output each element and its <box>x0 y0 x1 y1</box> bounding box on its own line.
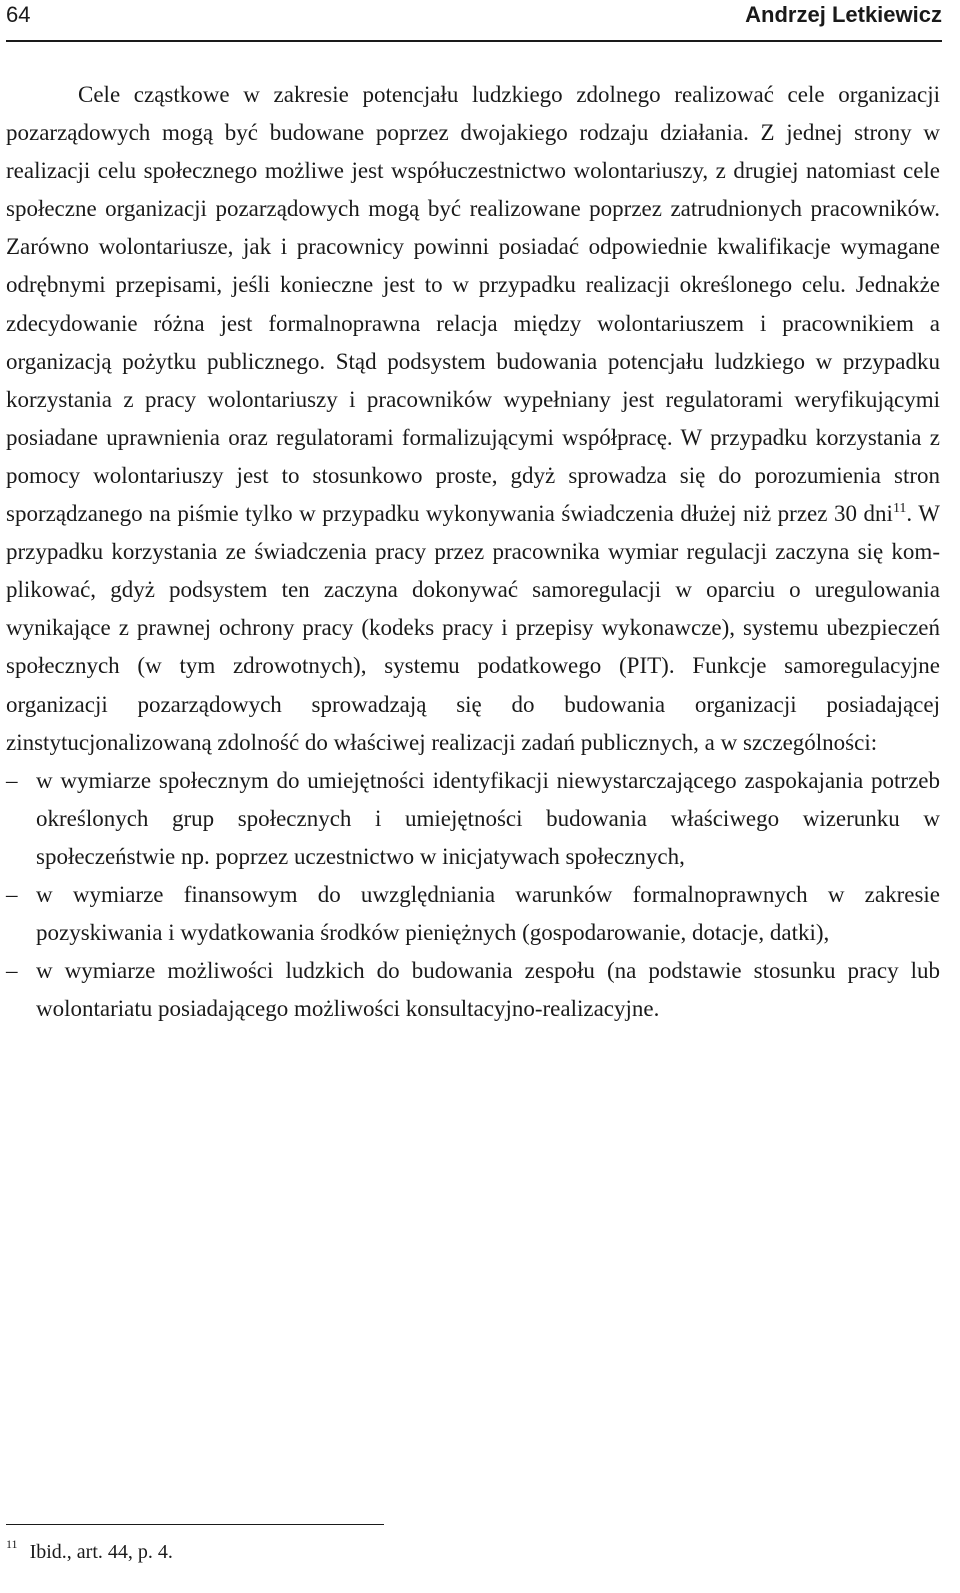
footnote <box>6 1531 606 1565</box>
footnote-reference: 11 <box>892 501 907 517</box>
footnote-number: 11 <box>6 1537 18 1551</box>
dash-bullet: – <box>6 958 18 984</box>
page-number: 64 <box>6 2 31 27</box>
main-text <box>6 76 940 1028</box>
list-item-text: w wymiarze społecznym do umiejętności identyfikacji niewystarczającego zaspokajania potrzeb określonych grup społecznych i umiejętności budowania właściwego wizerunku w społeczeństwie np. poprzez uczestnictwo w inicjatywach społecznych, <box>36 767 940 869</box>
bullet-list <box>6 762 940 1029</box>
header-rule <box>6 40 942 42</box>
footnote-text: Ibid., art. 44, p. 4. <box>29 1541 173 1563</box>
running-head-author: Andrzej Letkiewicz <box>745 2 942 27</box>
list-item-text: w wymiarze możliwości ludzkich do budowania zespołu (na podstawie stosunku pracy lub wolontariatu posiadającego możliwości konsultacyjno-realizacyjne. <box>36 958 940 1022</box>
list-item-text: w wymiarze finansowym do uwzględniania warunków formalnoprawnych w zakresie pozyskiwania i wydatkowania środków pieniężnych (gospodarowanie, dotacje, datki), <box>36 881 940 946</box>
dash-bullet: – <box>6 881 18 907</box>
paragraph-text-part-1: Cele cząstkowe w zakresie potencjału ludzkiego zdolnego realizować cele organizacji pozarządowych mogą być budowane poprzez dwojakiego rodzaju działania. Z jednej strony w realizacji celu społecznego możliwe jest współuczestnictwo wolontariuszy, z drugiej natomiast cele społeczne organizacji pozarządowych mogą być realizowane poprzez zatrudnionych pracowników. Zarówno wolontariusze, jak i pracownicy powinni posiadać odpowiednie kwalifikacje wymagane odrębnymi przepisami, jeśli konieczne jest to w przypadku realizacji określonego celu. Jednakże zdecydowanie różna jest formalnoprawna relacja między wolontariuszem i pracownikiem a organizacją pożytku publicznego. Stąd podsystem budowania potencjału ludzkiego w przypadku korzystania z pracy wolontariuszy i pracowników wypełniany jest regulatorami weryfikującymi posiadane uprawnienia oraz regulatorami formalizującymi współpracę. W przypadku korzystania z pomocy wolontariuszy jest to stosunkowo proste, gdyż sprowadza się do porozumienia stron sporządzanego na piśmie tylko w przypadku wykonywania świadczenia dłużej niż przez 30 dni <box>6 82 940 527</box>
page-header <box>6 0 942 40</box>
list-item <box>6 952 940 1028</box>
list-item <box>6 876 940 952</box>
dash-bullet: – <box>6 767 18 793</box>
footnote-separator <box>6 1524 384 1525</box>
paragraph-text-part-2: . W przypadku korzystania ze świadczenia pracy przez pracownika wymiar regulacji zaczyna się komplikować, gdyż podsystem ten zaczyna dokonywać samoregulacji w oparciu o uregulowania wynikające z prawnej ochrony pracy (kodeks pracy i przepisy wykonawcze), systemu ubezpieczeń społecznych (w tym zdrowotnych), systemu podatkowego (PIT). Funkcje samoregulacyjne organizacji pozarządowych sprowadzają się do budowania organizacji posiadającej zinstytucjonalizowaną zdolność do właściwej realizacji zadań publicznych, a w szczególności: <box>6 501 940 755</box>
body-paragraph <box>6 76 940 762</box>
list-item <box>6 762 940 876</box>
